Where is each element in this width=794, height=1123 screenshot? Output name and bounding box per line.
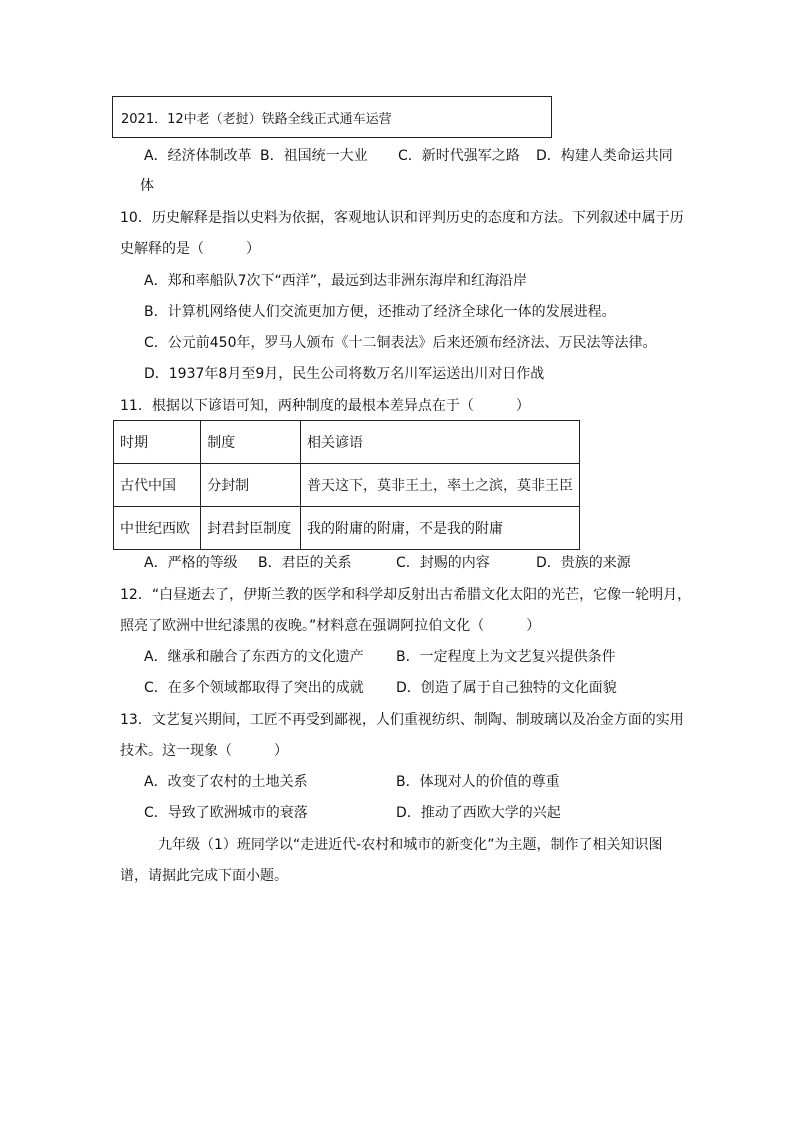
table-row	[114, 507, 580, 550]
table-cell: 普天这下，莫非王土，率土之滨，莫非王臣	[301, 464, 580, 507]
q12-option-b: B．一定程度上为文艺复兴提供条件	[396, 649, 616, 665]
q10-option-c: C．公元前450年，罗马人颁布《十二铜表法》后来还颁布经济法、万民法等法律。	[144, 335, 657, 351]
q13-option-c: C．导致了欧洲城市的衰落	[144, 805, 308, 821]
q9-option-a: A．经济体制改革	[144, 148, 252, 164]
q10-stem-line1: 10．历史解释是指以史料为依据，客观地认识和评判历史的态度和方法。下列叙述中属于历	[120, 210, 684, 226]
event-box	[112, 96, 552, 138]
q11-option-c: C．封赐的内容	[396, 555, 490, 571]
q10-option-d: D．1937年8月至9月，民生公司将数万名川军运送出川对日作战	[144, 366, 545, 382]
table-cell: 中世纪西欧	[114, 507, 201, 550]
table-header-cell: 制度	[201, 421, 301, 464]
q9-option-d-cont: 体	[140, 178, 154, 194]
table-header-row	[114, 421, 580, 464]
q12-stem-line1: 12．“白昼逝去了，伊斯兰教的医学和科学却反射出古希腊文化太阳的光芒，它像一轮明月，	[120, 587, 692, 603]
table-cell: 封君封臣制度	[201, 507, 301, 550]
q11-option-a: A．严格的等级	[144, 555, 238, 571]
q13-option-d: D．推动了西欧大学的兴起	[396, 805, 561, 821]
table-cell: 分封制	[201, 464, 301, 507]
q13-stem-line2: 技术。这一现象（ ）	[120, 743, 288, 759]
q10-option-a: A．郑和率船队7次下“西洋”，最远到达非洲东海岸和红海沿岸	[144, 273, 527, 289]
q10-option-b: B．计算机网络使人们交流更加方便，还推动了经济全球化一体的发展进程。	[144, 304, 616, 320]
table-header-cell: 相关谚语	[301, 421, 580, 464]
q11-stem: 11．根据以下谚语可知，两种制度的最根本差异点在于（ ）	[120, 398, 530, 414]
q10-stem-line2: 史解释的是（ ）	[120, 241, 260, 257]
intro-line2: 谱，请据此完成下面小题。	[120, 868, 288, 884]
q12-option-a: A．继承和融合了东西方的文化遗产	[144, 649, 364, 665]
q13-option-a: A．改变了农村的土地关系	[144, 774, 308, 790]
table-cell: 古代中国	[114, 464, 201, 507]
q9-option-b: B．祖国统一大业	[260, 148, 368, 164]
q9-option-c: C．新时代强军之路	[398, 148, 520, 164]
q11-table	[113, 420, 580, 550]
q13-option-b: B．体现对人的价值的尊重	[396, 774, 560, 790]
q13-stem-line1: 13．文艺复兴期间，工匠不再受到鄙视，人们重视纺织、制陶、制玻璃以及冶金方面的实用	[120, 712, 684, 728]
table-row	[114, 464, 580, 507]
q11-option-b: B．君臣的关系	[258, 555, 352, 571]
q12-stem-line2: 照亮了欧洲中世纪漆黑的夜晚。”材料意在强调阿拉伯文化（ ）	[120, 618, 541, 634]
event-text: 2021．12中老（老挝）铁路全线正式通车运营	[121, 112, 392, 127]
q12-option-d: D．创造了属于自己独特的文化面貌	[396, 680, 617, 696]
q11-option-d: D．贵族的来源	[536, 555, 631, 571]
table-cell: 我的附庸的附庸，不是我的附庸	[301, 507, 580, 550]
table-header-cell: 时期	[114, 421, 201, 464]
q12-option-c: C．在多个领域都取得了突出的成就	[144, 680, 364, 696]
intro-line1: 九年级（1）班同学以“走进近代-农村和城市的新变化”为主题，制作了相关知识图	[158, 837, 663, 853]
q9-option-d: D．构建人类命运共同	[536, 148, 673, 164]
